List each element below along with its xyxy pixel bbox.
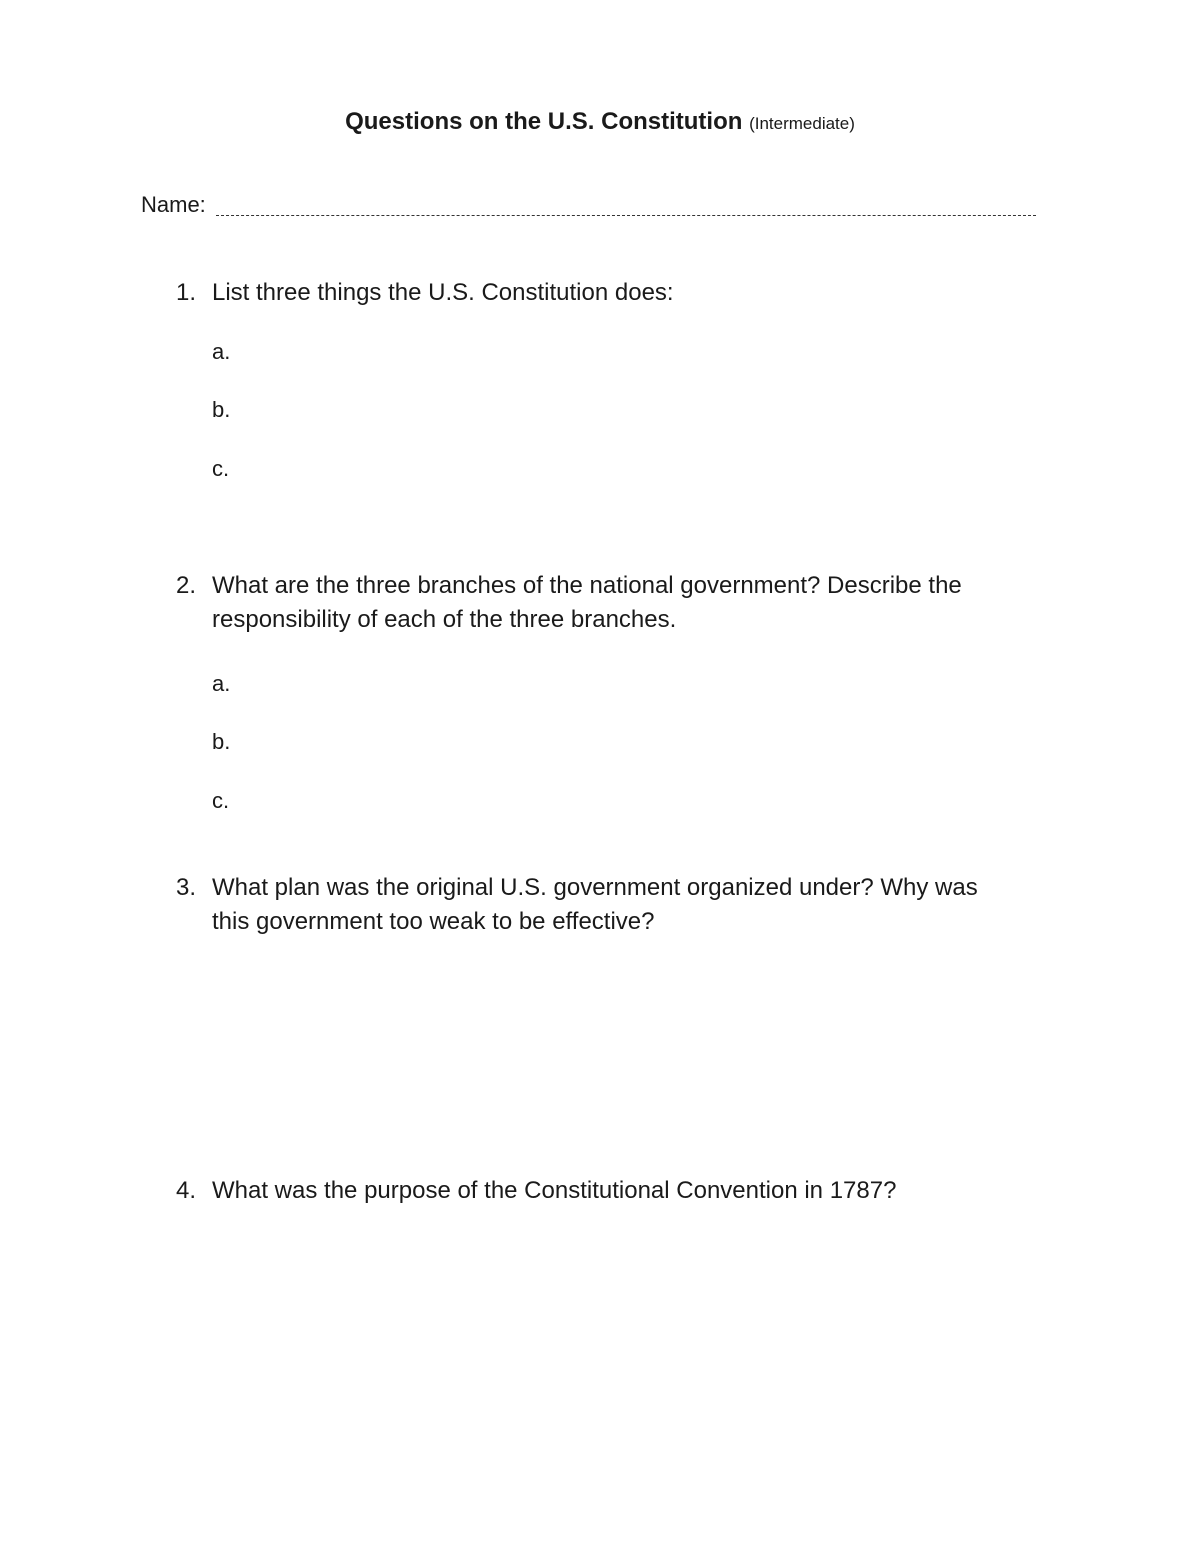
question-text-line-1: What are the three branches of the national government? Describe the [212,572,962,599]
question-text-line-2: this government too weak to be effective? [212,908,655,935]
name-field-row [141,190,1036,220]
question-1-item-c: c. [212,456,230,481]
question-2 [176,569,1060,637]
question-text-line-1: What plan was the original U.S. government organized under? Why was [212,874,978,901]
question-number: 3. [176,874,197,901]
page-title [0,106,1200,140]
name-blank-line[interactable] [216,197,1036,216]
question-2-item-c: c. [212,788,230,813]
title-level: (Intermediate) [749,114,855,133]
question-3 [176,871,1060,939]
question-text-line-2: responsibility of each of the three branches. [212,606,677,633]
question-2-item-a: a. [212,671,231,696]
name-label: Name: [141,192,206,217]
question-number: 2. [176,572,197,599]
title-main: Questions on the U.S. Constitution [345,108,743,135]
question-1 [176,276,1060,310]
question-text: What was the purpose of the Constitutional Convention in 1787? [212,1177,897,1204]
question-2-item-b: b. [212,729,231,754]
question-number: 1. [176,279,197,306]
question-text: List three things the U.S. Constitution does: [212,279,674,306]
question-1-item-a: a. [212,339,231,364]
question-4 [176,1174,1060,1208]
question-1-item-b: b. [212,397,231,422]
question-number: 4. [176,1177,197,1204]
